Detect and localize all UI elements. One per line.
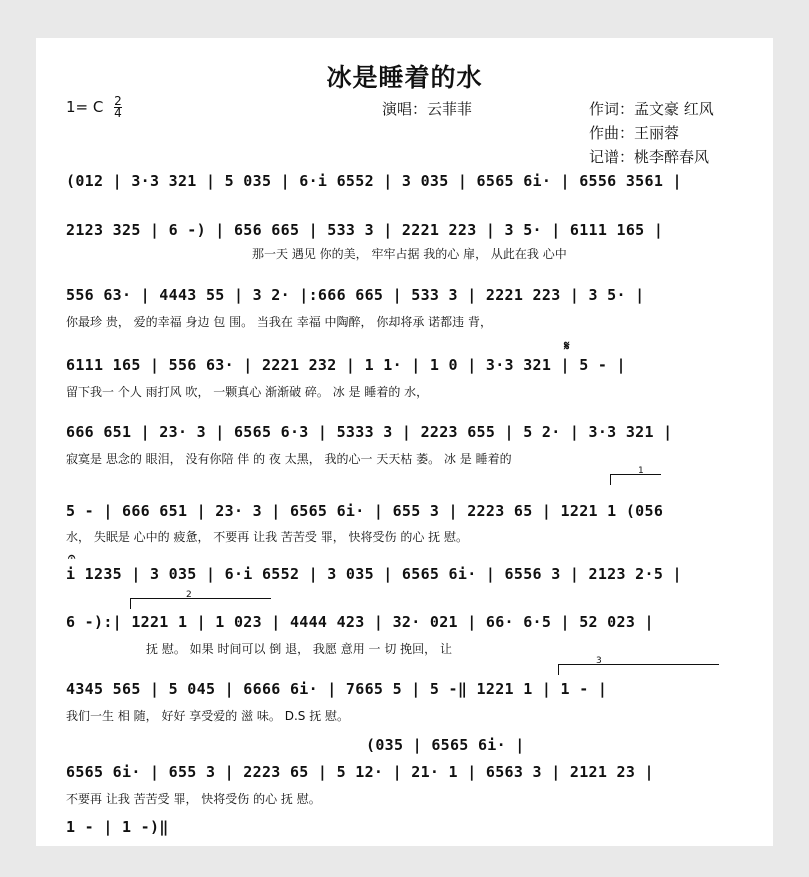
composer-credit: 作曲：王丽蓉: [589, 124, 680, 142]
staff-line-8-lyrics: 抚 慰。 如果 时间可以 倒 退， 我愿 意用 一 切 挽回， 让: [146, 642, 452, 656]
key-signature: [66, 96, 122, 119]
fermata-sign: 𝄐: [68, 550, 76, 565]
song-title: 冰是睡着的水: [326, 63, 483, 92]
staff-line-9-lyrics: 我们一生 相 随， 好好 享受爱的 滋 味。 D.S 抚 慰。: [66, 709, 350, 723]
coda-intro-notes: (035 | 6565 6i· |: [366, 736, 525, 754]
time-signature-bottom: 4: [114, 106, 122, 120]
staff-line-2-lyrics: 那一天 遇见 你的美， 牢牢占据 我的心 扉， 从此在我 心中: [252, 247, 567, 261]
staff-line-5-notes: 666 651 | 23· 3 | 6565 6·3 | 5333 3 | 2223 655 | 5 2· | 3·3 321 |: [66, 423, 673, 441]
staff-line-11-notes: 1 - | 1 -)‖: [66, 818, 169, 836]
time-signature: [114, 96, 122, 119]
segno-sign: 𝄋: [564, 339, 570, 354]
volta-label-third: 3: [596, 656, 602, 666]
staff-line-8-notes: 6 -):| 1221 1 | 1 023 | 4444 423 | 32· 021 | 66· 6·5 | 52 023 |: [66, 613, 654, 631]
volta-label-second: 2: [186, 590, 192, 600]
staff-line-6-notes: 5 - | 666 651 | 23· 3 | 6565 6i· | 655 3 | 2223 65 | 1221 1 (056: [66, 502, 664, 520]
volta-bracket-first: [610, 474, 661, 485]
staff-line-10-notes: 6565 6i· | 655 3 | 2223 65 | 5 12· | 21· 1 | 6563 3 | 2121 23 |: [66, 763, 654, 781]
transcriber-credit: 记谱：桃李醉春风: [589, 148, 710, 166]
staff-line-5-lyrics: 寂寞是 思念的 眼泪， 没有你陪 伴 的 夜 太黑， 我的心一 天天枯 萎。 冰 是 睡着的: [66, 452, 512, 466]
staff-line-9-notes: 4345 565 | 5 045 | 6666 6i· | 7665 5 | 5 -‖ 1221 1 | 1 - |: [66, 680, 608, 698]
volta-label-first: 1: [638, 466, 644, 476]
staff-line-4-notes: 6111 165 | 556 63· | 2221 232 | 1 1· | 1 0 | 3·3 321 | 5 - |: [66, 356, 626, 374]
staff-line-3-lyrics: 你最珍 贵， 爱的幸福 身边 包 围。 当我在 幸福 中陶醉， 你却将承 诺都违 背，: [66, 315, 492, 329]
staff-line-7-notes: i 1235 | 3 035 | 6·i 6552 | 3 035 | 6565 6i· | 6556 3 | 2123 2·5 |: [66, 565, 682, 583]
staff-line-10-lyrics: 不要再 让我 苦苦受 罪， 快将受伤 的心 抚 慰。: [66, 792, 321, 806]
score-sheet: [36, 38, 773, 846]
staff-line-4-lyrics: 留下我一 个人 雨打风 吹， 一颗真心 渐渐破 碎。 冰 是 睡着的 水，: [66, 385, 429, 399]
singer-credit: 演唱：云菲菲: [382, 100, 473, 118]
staff-line-2-notes: 2123 325 | 6 -) | 656 665 | 533 3 | 2221 223 | 3 5· | 6111 165 |: [66, 221, 664, 239]
time-signature-top: 2: [114, 94, 122, 108]
staff-line-6-lyrics: 水， 失眠是 心中的 疲惫， 不要再 让我 苦苦受 罪， 快将受伤 的心 抚 慰。: [66, 530, 468, 544]
staff-line-1-notes: (012 | 3·3 321 | 5 035 | 6·i 6552 | 3 035 | 6565 6i· | 6556 3561 |: [66, 172, 682, 190]
lyricist-credit: 作词：孟文豪 红风: [589, 100, 714, 118]
key-label: 1= C: [66, 98, 104, 116]
staff-line-3-notes: 556 63· | 4443 55 | 3 2· |:666 665 | 533 3 | 2221 223 | 3 5· |: [66, 286, 645, 304]
volta-bracket-second: [130, 598, 271, 609]
volta-bracket-third: [558, 664, 719, 675]
